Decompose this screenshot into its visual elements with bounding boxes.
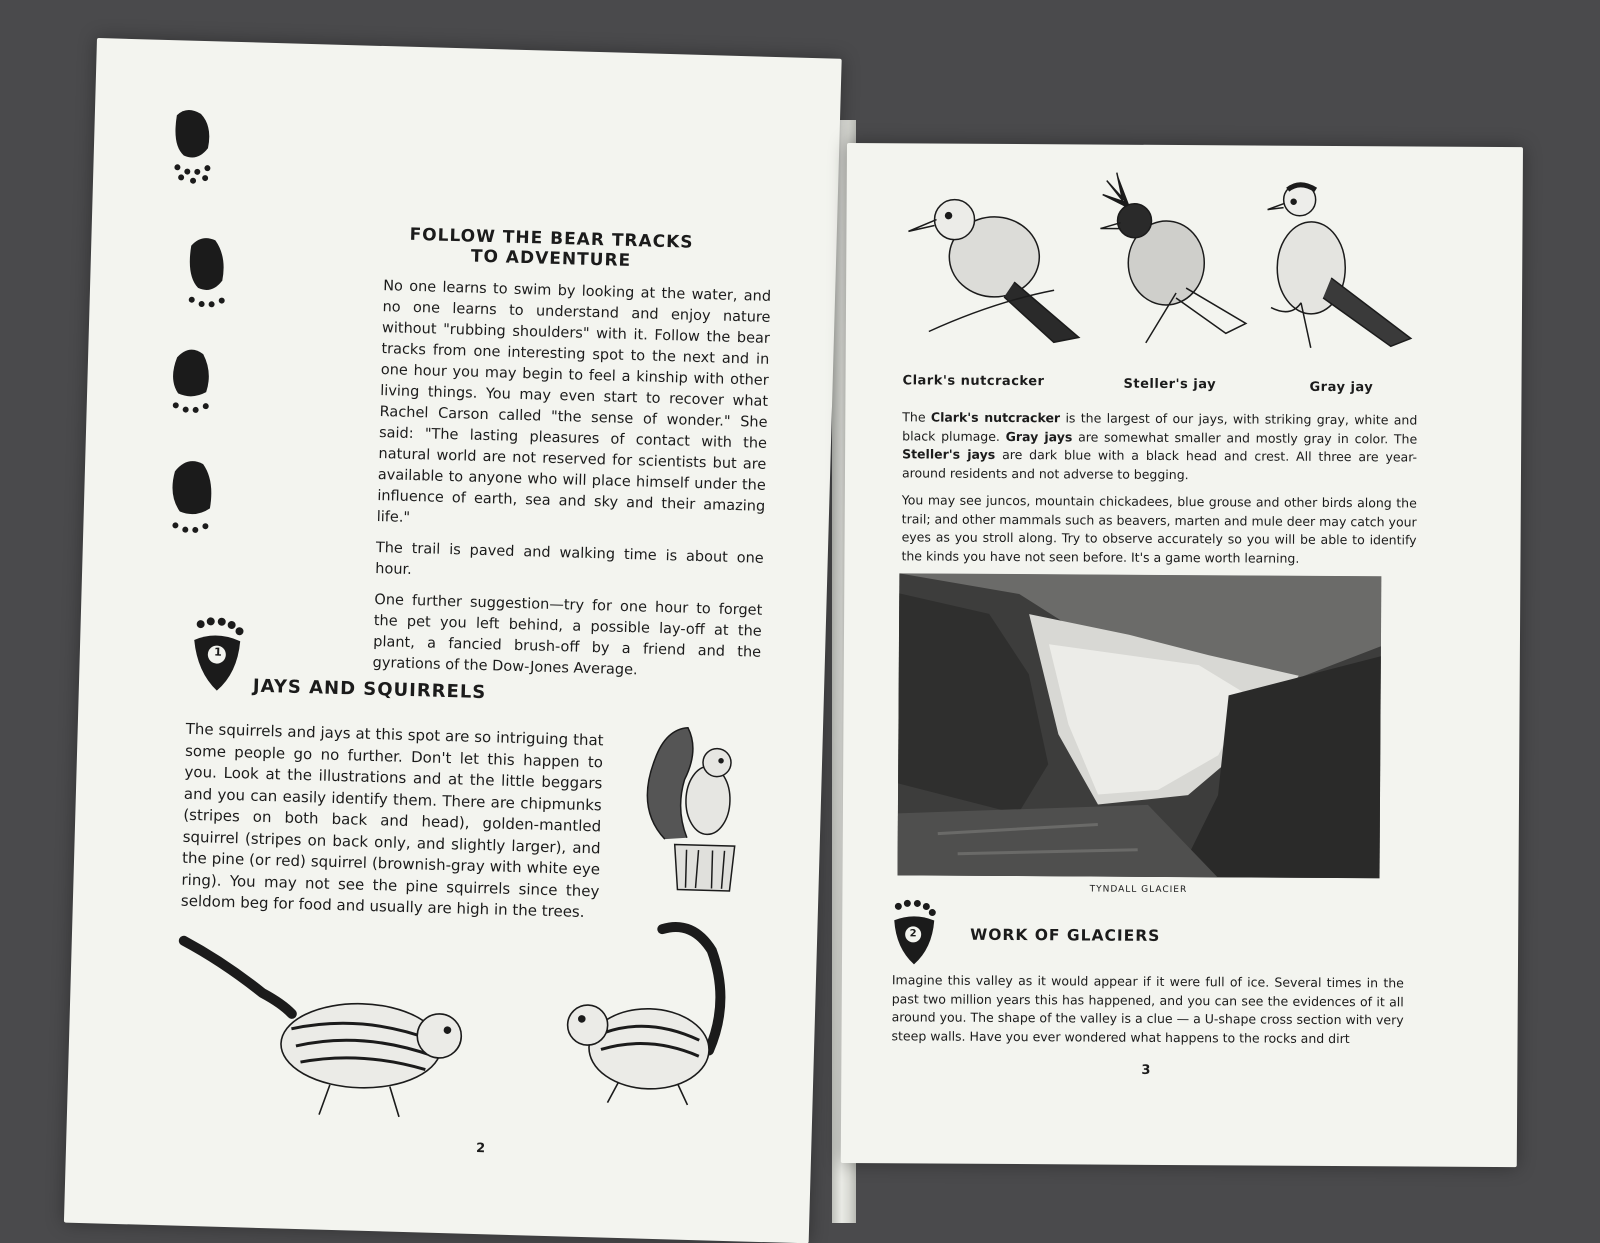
- bold-term: Gray jays: [1005, 428, 1073, 444]
- intro-paragraph: The trail is paved and walking time is about one hour.: [375, 539, 764, 578]
- left-page: [64, 38, 842, 1243]
- section-number: 1: [213, 645, 222, 659]
- bold-term: Clark's nutcracker: [930, 409, 1061, 426]
- glacier-photo-image: [898, 573, 1382, 878]
- bear-track-icon: [189, 238, 227, 308]
- chipmunk-illustration: [179, 921, 484, 1129]
- page-number: 3: [1141, 1062, 1151, 1078]
- section-title: JAYS AND SQUIRRELS: [252, 675, 487, 704]
- birds-text: [901, 408, 1417, 577]
- photo-caption: TYNDALL GLACIER: [1089, 884, 1188, 896]
- gray-jay-illustration: [1261, 178, 1432, 359]
- intro-text: [372, 276, 771, 695]
- wildlife-paragraph: You may see juncos, mountain chickadees, blue grouse and other birds along the trail; and other mammals such as beavers, marten and mule deer may catch your eyes as you stroll along. Try to observe accurately so you will be able to identify the kinds you have not seen before. It's a game worth learning.: [901, 492, 1417, 566]
- section-number: 2: [909, 928, 917, 940]
- intro-paragraph: One further suggestion—try for one hour to forget the pet you left behind, a possible lay-off at the plant, a fancied brush-off by a friend and the gyrations of the Dow-Jones Average.: [372, 591, 763, 679]
- text-run: are somewhat smaller and mostly gray in color. The: [1072, 428, 1418, 446]
- stellers-jay-illustration: [1096, 173, 1267, 354]
- intro-paragraph: No one learns to swim by looking at the water, and no one learns to understand and enjoy nature without "rubbing shoulders" with it. Follow the bear tracks from one interesting spot to the next and in one hour you may begin to feel a kinship with other living things. You may even start to recover what Rachel Carson called "the sense of wonder." She said: "The lasting pleasures of contact with the natural world are not reserved for scientists but are available to anyone who will place himself under the influence of earth, sea and sky and their amazing life.": [376, 278, 772, 526]
- right-page: [841, 143, 1523, 1167]
- text-run: The: [902, 409, 931, 425]
- page-title: [376, 224, 727, 274]
- text-run: are dark blue with a black head and crest. All three are year-around residents and not adverse to begging.: [901, 446, 1418, 482]
- bird-label: Steller's jay: [1123, 376, 1217, 393]
- bear-track-icon: [172, 349, 210, 413]
- bold-term: Steller's jays: [902, 446, 996, 462]
- bird-label: Clark's nutcracker: [902, 373, 1045, 390]
- clarks-nutcracker-illustration: [904, 171, 1095, 352]
- section-text: Imagine this valley as it would appear if it were full of ice. Several times in the past two million years this has happened, and you can see the evidences of it all around you. The shape of the valley is a clue — a U-shape cross section with very steep walls. Have you ever wondered what happens to the rocks and dirt: [891, 972, 1404, 1046]
- bird-label: Gray jay: [1309, 379, 1374, 396]
- glacier-photo: [898, 573, 1382, 878]
- section-text: The squirrels and jays at this spot are so intriguing that some people go no further. Don't let this happen to you. Look at the illustrations and at the little beggars and you can easily identify them. There are chipmunks (stripes on both back and head), golden-mantled squirrel (stripes on back only, and slightly larger), and the pine (or red) squirrel (brownish-gray with white eye ring). You may not see the pine squirrels since they seldom beg for food and usually are high in the trees.: [180, 719, 604, 921]
- title-line-2: TO ADVENTURE: [470, 246, 632, 271]
- bear-track-icon: [171, 461, 212, 534]
- page-number: 2: [475, 1141, 486, 1157]
- section-title: WORK OF GLACIERS: [970, 925, 1161, 945]
- title-line-1: FOLLOW THE BEAR TRACKS: [409, 224, 694, 253]
- chipmunk-illustration: [557, 906, 773, 1112]
- birds-paragraph: [902, 408, 1417, 485]
- squirrel-illustration: [633, 718, 748, 901]
- bear-tracks-illustration: [152, 105, 245, 567]
- bear-track-icon: [174, 110, 212, 185]
- text-run: is the largest of our jays, with striking gray, white and black plumage.: [902, 410, 1418, 444]
